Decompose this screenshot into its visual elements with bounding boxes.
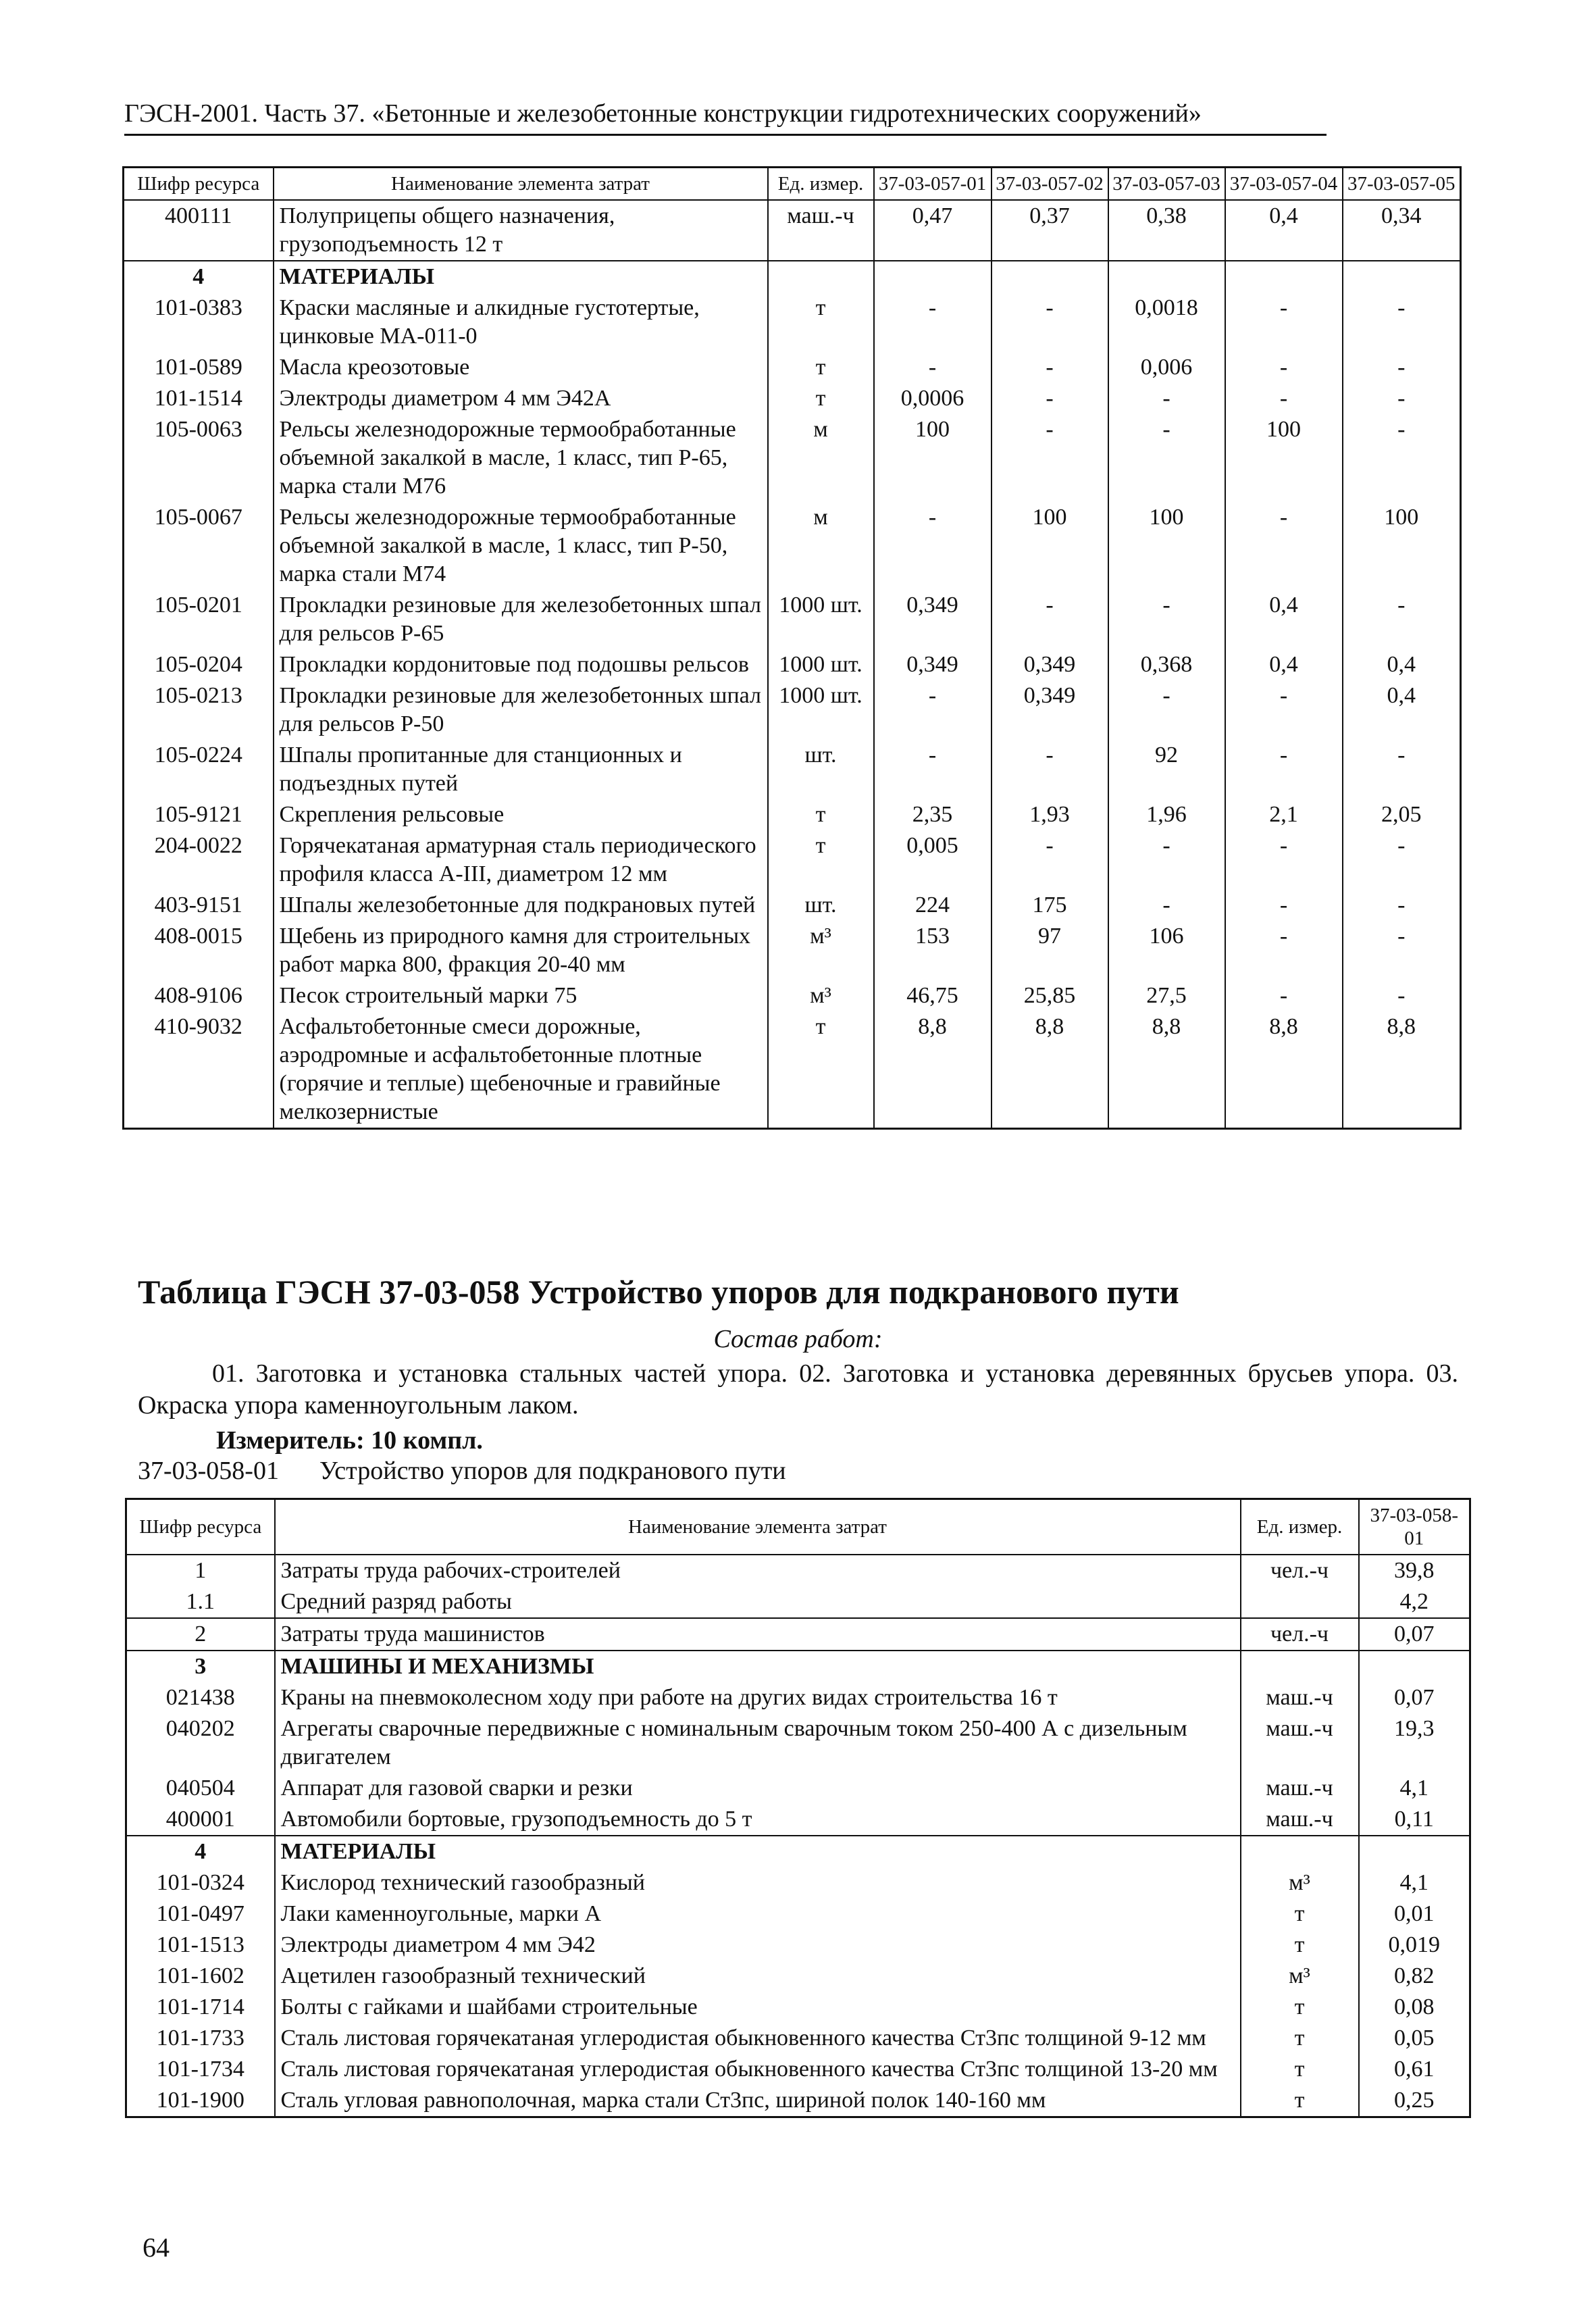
value-cell: 8,8 (874, 1011, 992, 1129)
value-cell: 153 (874, 921, 992, 980)
resource-name: Болты с гайками и шайбами строительные (275, 1992, 1241, 2023)
value-cell: - (992, 293, 1108, 352)
table-row (124, 1011, 1461, 1129)
column-header: Ед. измер. (768, 168, 874, 201)
unit (768, 261, 874, 293)
table-row (126, 1930, 1470, 1961)
column-header: Наименование элемента затрат (274, 168, 768, 201)
page-number: 64 (143, 2232, 170, 2263)
value-cell: 4,1 (1359, 1867, 1470, 1898)
value-cell: 27,5 (1108, 980, 1225, 1011)
value-cell: 106 (1108, 921, 1225, 980)
table-row (124, 293, 1461, 352)
value-cell: 0,0018 (1108, 293, 1225, 352)
value-cell: 0,47 (874, 200, 992, 261)
resource-code: 101-0383 (124, 293, 274, 352)
resource-name: Электроды диаметром 4 мм Э42А (274, 383, 768, 414)
resource-name: Затраты труда рабочих-строителей (275, 1555, 1241, 1586)
table-row (126, 1992, 1470, 2023)
value-cell: - (992, 830, 1108, 890)
value-cell: 100 (1108, 502, 1225, 590)
value-cell: 0,07 (1359, 1618, 1470, 1651)
table-row (126, 2054, 1470, 2085)
value-cell: 1,93 (992, 799, 1108, 830)
works-subtitle: Состав работ: (713, 1325, 883, 1353)
value-cell: 0,34 (1343, 200, 1461, 261)
value-cell: 100 (992, 502, 1108, 590)
table-row (126, 1682, 1470, 1713)
unit: т (768, 830, 874, 890)
resource-code: 040202 (126, 1713, 275, 1773)
resource-code: 021438 (126, 1682, 275, 1713)
value-cell (1359, 1651, 1470, 1682)
value-cell: - (992, 383, 1108, 414)
table-row (124, 830, 1461, 890)
resource-code: 105-0067 (124, 502, 274, 590)
measure-unit: Измеритель: 10 компл. (216, 1426, 483, 1455)
value-cell: 0,368 (1108, 649, 1225, 680)
resource-name: Шпалы железобетонные для подкрановых путей (274, 890, 768, 921)
resource-code: 105-0224 (124, 740, 274, 799)
resource-name: Масла креозотовые (274, 352, 768, 383)
value-cell: 0,349 (992, 680, 1108, 740)
table-header-row (124, 168, 1461, 201)
value-cell: - (992, 740, 1108, 799)
resource-code: 101-1714 (126, 1992, 275, 2023)
value-cell: - (1343, 890, 1461, 921)
resource-code: 101-1900 (126, 2085, 275, 2117)
resource-code: 204-0022 (124, 830, 274, 890)
unit: чел.-ч (1241, 1618, 1359, 1651)
value-cell: 8,8 (1225, 1011, 1343, 1129)
value-cell: 0,01 (1359, 1898, 1470, 1930)
value-cell: 1,96 (1108, 799, 1225, 830)
resource-code: 105-0063 (124, 414, 274, 502)
table-row (124, 383, 1461, 414)
resource-name: Лаки каменноугольные, марки А (275, 1898, 1241, 1930)
subtable-name: Устройство упоров для подкранового пути (319, 1457, 786, 1485)
resource-code: 403-9151 (124, 890, 274, 921)
resource-name: Краны на пневмоколесном ходу при работе на других видах строительства 16 т (275, 1682, 1241, 1713)
unit (1241, 1586, 1359, 1618)
value-cell: 0,4 (1343, 649, 1461, 680)
unit: м³ (768, 980, 874, 1011)
resource-code: 101-1734 (126, 2054, 275, 2085)
table-row (124, 890, 1461, 921)
resource-code: 3 (126, 1651, 275, 1682)
table-row (124, 799, 1461, 830)
resource-name: Прокладки кордонитовые под подошвы рельсов (274, 649, 768, 680)
resource-name: Аппарат для газовой сварки и резки (275, 1773, 1241, 1804)
unit: 1000 шт. (768, 590, 874, 649)
resource-name: Затраты труда машинистов (275, 1618, 1241, 1651)
resource-code: 1 (126, 1555, 275, 1586)
table-row (124, 352, 1461, 383)
table-row (124, 921, 1461, 980)
value-cell: 8,8 (1343, 1011, 1461, 1129)
value-cell: - (1225, 680, 1343, 740)
resource-name: МАШИНЫ И МЕХАНИЗМЫ (275, 1651, 1241, 1682)
unit: м (768, 414, 874, 502)
value-cell: - (1343, 830, 1461, 890)
value-cell: 0,4 (1225, 200, 1343, 261)
unit: т (1241, 1992, 1359, 2023)
value-cell: - (1108, 414, 1225, 502)
unit: т (1241, 2085, 1359, 2117)
column-header: Шифр ресурса (124, 168, 274, 201)
value-cell: 0,11 (1359, 1804, 1470, 1836)
table-row (126, 1867, 1470, 1898)
resource-name: Рельсы железнодорожные термообработанные объемной закалкой в масле, 1 класс, тип Р-65, марка стали М76 (274, 414, 768, 502)
column-header: 37-03-057-01 (874, 168, 992, 201)
value-cell: - (1225, 921, 1343, 980)
unit: м³ (1241, 1867, 1359, 1898)
resource-code: 2 (126, 1618, 275, 1651)
resource-code: 408-0015 (124, 921, 274, 980)
value-cell (1225, 261, 1343, 293)
unit: маш.-ч (1241, 1773, 1359, 1804)
table-row (126, 2023, 1470, 2054)
resource-code: 105-0204 (124, 649, 274, 680)
unit: т (768, 352, 874, 383)
unit: 1000 шт. (768, 680, 874, 740)
value-cell: 0,82 (1359, 1961, 1470, 1992)
column-header: 37-03-057-02 (992, 168, 1108, 201)
resource-name: Скрепления рельсовые (274, 799, 768, 830)
value-cell: - (992, 590, 1108, 649)
value-cell: 224 (874, 890, 992, 921)
value-cell: - (874, 502, 992, 590)
table-row (124, 590, 1461, 649)
resource-name: Сталь угловая равнополочная, марка стали Ст3пс, шириной полок 140-160 мм (275, 2085, 1241, 2117)
resource-code: 4 (124, 261, 274, 293)
unit: т (768, 799, 874, 830)
table-row (126, 2085, 1470, 2117)
table-row (124, 261, 1461, 293)
resource-code: 101-1733 (126, 2023, 275, 2054)
unit (1241, 1651, 1359, 1682)
resource-code: 101-0589 (124, 352, 274, 383)
value-cell: 0,25 (1359, 2085, 1470, 2117)
resource-code: 400001 (126, 1804, 275, 1836)
unit: чел.-ч (1241, 1555, 1359, 1586)
resource-name: Рельсы железнодорожные термообработанные объемной закалкой в масле, 1 класс, тип Р-50, марка стали М74 (274, 502, 768, 590)
column-header: Наименование элемента затрат (275, 1499, 1241, 1555)
value-cell: 0,4 (1225, 590, 1343, 649)
column-header: 37-03-057-05 (1343, 168, 1461, 201)
value-cell: 92 (1108, 740, 1225, 799)
value-cell: 0,37 (992, 200, 1108, 261)
value-cell: 0,08 (1359, 1992, 1470, 2023)
value-cell: - (1225, 830, 1343, 890)
value-cell: 0,0006 (874, 383, 992, 414)
value-cell: - (1225, 293, 1343, 352)
value-cell: 2,1 (1225, 799, 1343, 830)
value-cell: - (1343, 414, 1461, 502)
value-cell: 2,35 (874, 799, 992, 830)
value-cell: 4,1 (1359, 1773, 1470, 1804)
resource-name: Автомобили бортовые, грузоподъемность до 5 т (275, 1804, 1241, 1836)
works-description: 01. Заготовка и установка стальных частей упора. 02. Заготовка и установка деревянных брусьев упора. 03. Окраска упора каменноугольным лаком. (138, 1359, 1458, 1419)
value-cell: - (1343, 383, 1461, 414)
resource-name: Электроды диаметром 4 мм Э42 (275, 1930, 1241, 1961)
value-cell: 46,75 (874, 980, 992, 1011)
value-cell: 25,85 (992, 980, 1108, 1011)
resource-code: 105-0201 (124, 590, 274, 649)
value-cell: 100 (874, 414, 992, 502)
table-row (124, 414, 1461, 502)
unit: м³ (768, 921, 874, 980)
value-cell: - (1108, 383, 1225, 414)
resource-code: 101-0324 (126, 1867, 275, 1898)
value-cell: 0,005 (874, 830, 992, 890)
table-header-row (126, 1499, 1470, 1555)
value-cell: 19,3 (1359, 1713, 1470, 1773)
resource-code: 105-0213 (124, 680, 274, 740)
value-cell: 0,38 (1108, 200, 1225, 261)
resource-name: Шпалы пропитанные для станционных и подъездных путей (274, 740, 768, 799)
resource-code: 040504 (126, 1773, 275, 1804)
table-row (126, 1651, 1470, 1682)
value-cell: - (1343, 740, 1461, 799)
unit: м³ (1241, 1961, 1359, 1992)
table-row (124, 680, 1461, 740)
column-header: Ед. измер. (1241, 1499, 1359, 1555)
column-header: Шифр ресурса (126, 1499, 275, 1555)
resource-name: Песок строительный марки 75 (274, 980, 768, 1011)
value-cell: - (1108, 890, 1225, 921)
table-row (126, 1586, 1470, 1618)
value-cell: 0,019 (1359, 1930, 1470, 1961)
table-row (126, 1773, 1470, 1804)
resource-name: Краски масляные и алкидные густотертые, цинковые МА-011-0 (274, 293, 768, 352)
resource-name: Средний разряд работы (275, 1586, 1241, 1618)
resource-code: 1.1 (126, 1586, 275, 1618)
value-cell: 97 (992, 921, 1108, 980)
value-cell: - (1108, 830, 1225, 890)
resource-code: 4 (126, 1836, 275, 1867)
resource-code: 410-9032 (124, 1011, 274, 1129)
unit: шт. (768, 890, 874, 921)
resource-name: Ацетилен газообразный технический (275, 1961, 1241, 1992)
unit: м (768, 502, 874, 590)
table-row (124, 200, 1461, 261)
value-cell: - (874, 680, 992, 740)
resource-name: Сталь листовая горячекатаная углеродистая обыкновенного качества Ст3пс толщиной 13-20 мм (275, 2054, 1241, 2085)
resource-name: Горячекатаная арматурная сталь периодического профиля класса А-III, диаметром 12 мм (274, 830, 768, 890)
value-cell: - (1225, 352, 1343, 383)
resource-code: 101-1513 (126, 1930, 275, 1961)
resource-name: Кислород технический газообразный (275, 1867, 1241, 1898)
value-cell: 4,2 (1359, 1586, 1470, 1618)
resource-code: 101-0497 (126, 1898, 275, 1930)
unit: маш.-ч (1241, 1804, 1359, 1836)
unit: маш.-ч (768, 200, 874, 261)
unit (1241, 1836, 1359, 1867)
value-cell: - (992, 414, 1108, 502)
resource-code: 408-9106 (124, 980, 274, 1011)
value-cell: - (1108, 590, 1225, 649)
value-cell: - (1225, 740, 1343, 799)
value-cell: 2,05 (1343, 799, 1461, 830)
value-cell: - (1343, 590, 1461, 649)
table-row (124, 502, 1461, 590)
resource-code: 101-1514 (124, 383, 274, 414)
value-cell: 8,8 (1108, 1011, 1225, 1129)
resource-name: Асфальтобетонные смеси дорожные, аэродромные и асфальтобетонные плотные (горячие и теплые) щебеночные и гравийные мелкозернистые (274, 1011, 768, 1129)
subtable-caption (138, 1456, 786, 1486)
resource-name: Сталь листовая горячекатаная углеродистая обыкновенного качества Ст3пс толщиной 9-12 мм (275, 2023, 1241, 2054)
resource-code: 400111 (124, 200, 274, 261)
resource-code: 105-9121 (124, 799, 274, 830)
unit: т (1241, 2023, 1359, 2054)
table-row (124, 980, 1461, 1011)
table-row (124, 740, 1461, 799)
table-row (126, 1898, 1470, 1930)
unit: т (768, 1011, 874, 1129)
value-cell: 0,4 (1225, 649, 1343, 680)
value-cell: 0,05 (1359, 2023, 1470, 2054)
table-row (126, 1961, 1470, 1992)
value-cell: 0,61 (1359, 2054, 1470, 2085)
unit: маш.-ч (1241, 1682, 1359, 1713)
table-row (126, 1618, 1470, 1651)
value-cell (1359, 1836, 1470, 1867)
value-cell: 0,4 (1343, 680, 1461, 740)
column-header: 37-03-058-01 (1359, 1499, 1470, 1555)
unit: т (1241, 1930, 1359, 1961)
running-header: ГЭСН-2001. Часть 37. «Бетонные и железобетонные конструкции гидротехнических сооружений» (124, 99, 1327, 136)
value-cell (1343, 261, 1461, 293)
column-header: 37-03-057-03 (1108, 168, 1225, 201)
resource-table-058 (125, 1498, 1471, 2118)
value-cell: 100 (1225, 414, 1343, 502)
subtable-code: 37-03-058-01 (138, 1457, 279, 1485)
value-cell: - (992, 352, 1108, 383)
value-cell: - (874, 740, 992, 799)
table-row (126, 1713, 1470, 1773)
value-cell: 100 (1343, 502, 1461, 590)
value-cell: - (1343, 921, 1461, 980)
value-cell: 0,349 (992, 649, 1108, 680)
column-header: 37-03-057-04 (1225, 168, 1343, 201)
value-cell: 175 (992, 890, 1108, 921)
resource-name: МАТЕРИАЛЫ (274, 261, 768, 293)
value-cell: - (1343, 293, 1461, 352)
value-cell: - (1225, 502, 1343, 590)
value-cell: - (1225, 980, 1343, 1011)
value-cell: 0,07 (1359, 1682, 1470, 1713)
table-row (126, 1836, 1470, 1867)
value-cell (1108, 261, 1225, 293)
value-cell: 0,349 (874, 649, 992, 680)
value-cell: - (1108, 680, 1225, 740)
resource-name: Прокладки резиновые для железобетонных шпал для рельсов Р-65 (274, 590, 768, 649)
unit: т (1241, 1898, 1359, 1930)
table-row (126, 1555, 1470, 1586)
resource-name: Прокладки резиновые для железобетонных шпал для рельсов Р-50 (274, 680, 768, 740)
unit: маш.-ч (1241, 1713, 1359, 1773)
value-cell: - (1225, 383, 1343, 414)
value-cell: 0,006 (1108, 352, 1225, 383)
value-cell (874, 261, 992, 293)
unit: шт. (768, 740, 874, 799)
table-title: Таблица ГЭСН 37-03-058 Устройство упоров для подкранового пути (138, 1273, 1179, 1311)
unit: т (768, 293, 874, 352)
resource-name: Щебень из природного камня для строительных работ марка 800, фракция 20-40 мм (274, 921, 768, 980)
value-cell: - (1343, 352, 1461, 383)
value-cell: - (1225, 890, 1343, 921)
unit: 1000 шт. (768, 649, 874, 680)
resource-code: 101-1602 (126, 1961, 275, 1992)
table-row (126, 1804, 1470, 1836)
resource-name: МАТЕРИАЛЫ (275, 1836, 1241, 1867)
resource-table-057 (122, 166, 1462, 1130)
value-cell (992, 261, 1108, 293)
value-cell: - (874, 293, 992, 352)
resource-name: Агрегаты сварочные передвижные с номинальным сварочным током 250-400 А с дизельным двигателем (275, 1713, 1241, 1773)
value-cell: 0,349 (874, 590, 992, 649)
unit: т (1241, 2054, 1359, 2085)
value-cell: - (1343, 980, 1461, 1011)
value-cell: 39,8 (1359, 1555, 1470, 1586)
value-cell: 8,8 (992, 1011, 1108, 1129)
unit: т (768, 383, 874, 414)
resource-name: Полуприцепы общего назначения, грузоподъемность 12 т (274, 200, 768, 261)
value-cell: - (874, 352, 992, 383)
table-row (124, 649, 1461, 680)
